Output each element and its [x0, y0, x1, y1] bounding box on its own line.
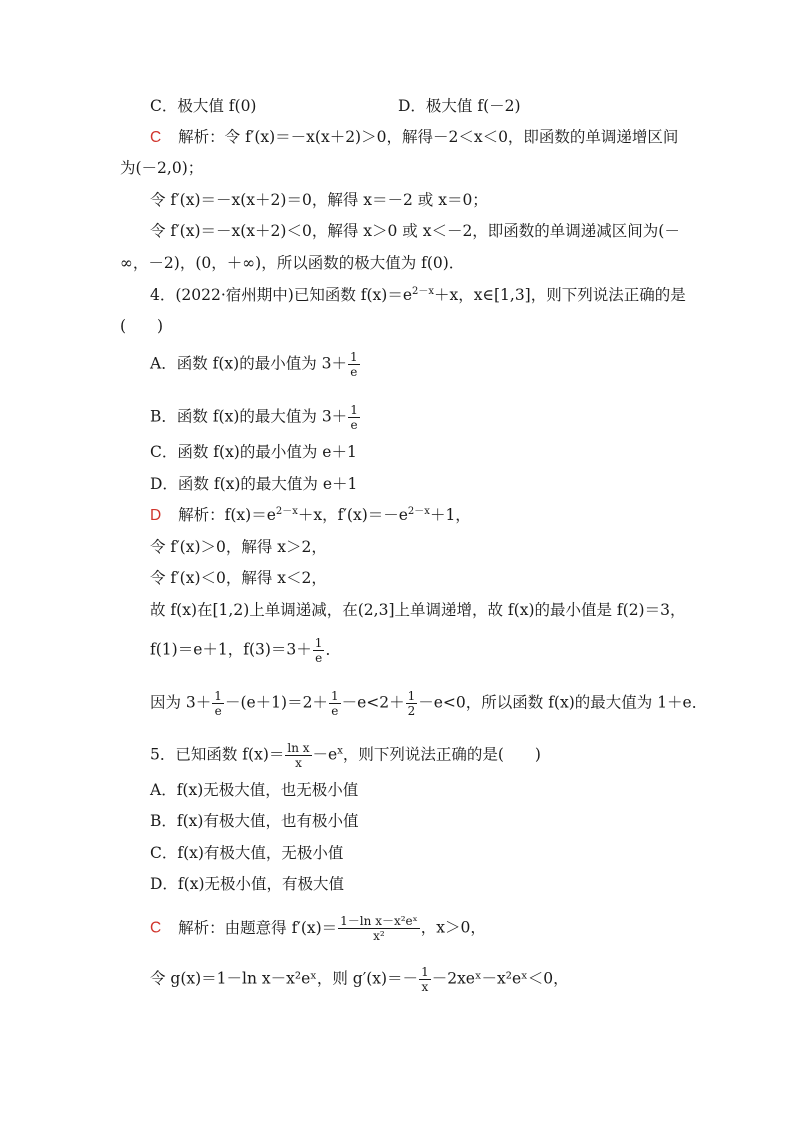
fraction-one-over-e: $\frac{1}{e}$	[214, 689, 222, 718]
fraction-derivative: $\frac{\text{1－ln x－x²eˣ}}{\text{x²}}$	[340, 914, 418, 943]
q4-option-d: D．函数 f(x)的最大值为 e＋1	[150, 475, 358, 493]
q3-solution-line-2: 为(－2,0)；	[120, 159, 204, 177]
q4-solution-line-3: 令 f′(x)＜0，解得 x＜2，	[150, 569, 327, 587]
q3-solution-line-4: 令 f′(x)＝－x(x＋2)＜0，解得 x＞0 或 x＜－2，即函数的单调递减区间为(－	[150, 222, 680, 240]
q3-solution-line-3: 令 f′(x)＝－x(x＋2)＝0，解得 x＝－2 或 x＝0；	[150, 191, 488, 209]
fraction-one-over-e: $\frac{1}{e}$	[314, 636, 323, 665]
q4-solution-line-5	[150, 636, 341, 665]
q4-solution-text-6d: －e<0，所以函数 f(x)的最大值为 1＋e．	[418, 693, 708, 712]
q4-solution-text-5: f(1)＝e＋1，f(3)＝3＋	[150, 640, 312, 659]
q4-solution-line-2: 令 f′(x)＞0，解得 x＞2，	[150, 538, 327, 556]
q4-option-b-text: B．函数 f(x)的最大值为 3＋	[150, 407, 348, 426]
q5-stem-text-a: 5．已知函数 f(x)＝	[150, 745, 285, 764]
q5-option-d: D．f(x)无极小值，有极大值	[150, 875, 345, 893]
q3-solution-text-1: 解析：令 f′(x)＝－x(x＋2)＞0，解得－2＜x＜0，即函数的单调递增区间	[178, 128, 679, 146]
q5-stem	[150, 741, 541, 770]
q4-solution-text-1a: 解析：f(x)＝e	[178, 506, 276, 524]
q4-solution-text-6a: 因为 3＋	[150, 693, 212, 712]
fraction-one-over-two: $\frac{1}{2}$	[407, 689, 416, 718]
q5-answer-letter: C	[150, 919, 162, 937]
q5-stem-text-c: ，则下列说法正确的是( )	[342, 745, 541, 764]
q4-stem-text-a: 4．(2022·宿州期中)已知函数 f(x)＝e	[150, 286, 413, 304]
q5-solution-line-1	[150, 914, 486, 943]
q3-answer-letter: C	[150, 129, 162, 146]
q4-stem-line-2: ( )	[120, 317, 164, 335]
q5-solution-text-1a: 解析：由题意得 f′(x)＝	[178, 918, 338, 937]
fraction-one-over-e: $\frac{1}{e}$	[350, 403, 358, 432]
q4-solution-text-5-end: ．	[325, 640, 341, 659]
q5-option-c: C．f(x)有极大值，无极小值	[150, 844, 344, 862]
q4-option-b	[150, 403, 361, 432]
q4-option-a	[150, 350, 361, 379]
q5-solution-line-2	[150, 965, 569, 994]
q5-stem-text-b: －e	[312, 745, 338, 764]
q4-stem-line-1	[150, 285, 686, 305]
q4-solution-text-1c: ＋1，	[429, 506, 471, 524]
q5-solution-text-2b: －2xeˣ－x²eˣ＜0，	[431, 969, 569, 988]
q5-solution-text-2a: 令 g(x)＝1－ln x－x²eˣ，则 g′(x)＝－	[150, 969, 419, 988]
q5-option-b: B．f(x)有极大值，也有极小值	[150, 812, 359, 830]
q4-solution-line-1	[150, 505, 471, 526]
q4-solution-line-4: 故 f(x)在[1,2)上单调递减，在(2,3]上单调递增，故 f(x)的最小值是 f(2)＝3，	[150, 601, 686, 619]
q4-solution-exponent-1: 2－x	[275, 505, 298, 517]
q5-stem-exponent: x	[337, 745, 343, 757]
q5-solution-text-1b: ，x＞0，	[420, 918, 486, 937]
q3-solution-line-1	[150, 127, 678, 148]
q3-solution-line-5: ∞，－2)，(0，＋∞)，所以函数的极大值为 f(0)．	[120, 254, 465, 272]
fraction-ln-x-over-x: $\frac{\text{ln x}}{x}$	[287, 741, 310, 770]
q4-solution-exponent-2: 2－x	[407, 505, 430, 517]
q5-option-a: A．f(x)无极大值，也无极小值	[150, 781, 359, 799]
q4-stem-text-b: ＋x，x∈[1,3]，则下列说法正确的是	[434, 286, 686, 304]
q4-stem-exponent: 2－x	[412, 285, 435, 297]
q4-option-a-text: A．函数 f(x)的最小值为 3＋	[150, 354, 347, 373]
fraction-one-over-e: $\frac{1}{e}$	[330, 689, 339, 718]
q3-option-d: D．极大值 f(－2)	[398, 97, 521, 115]
q4-option-c: C．函数 f(x)的最小值为 e＋1	[150, 443, 357, 461]
q4-solution-line-6	[150, 689, 707, 718]
fraction-one-over-e: $\frac{1}{e}$	[349, 350, 358, 379]
q3-option-c: C．极大值 f(0)	[150, 97, 257, 115]
fraction-one-over-x: $\frac{1}{x}$	[421, 965, 429, 994]
q4-solution-text-6c: －e<2＋	[341, 693, 405, 712]
q4-solution-text-1b: ＋x，f′(x)＝－e	[297, 506, 408, 524]
q4-answer-letter: D	[150, 507, 162, 524]
q4-solution-text-6b: －(e＋1)＝2＋	[224, 693, 328, 712]
